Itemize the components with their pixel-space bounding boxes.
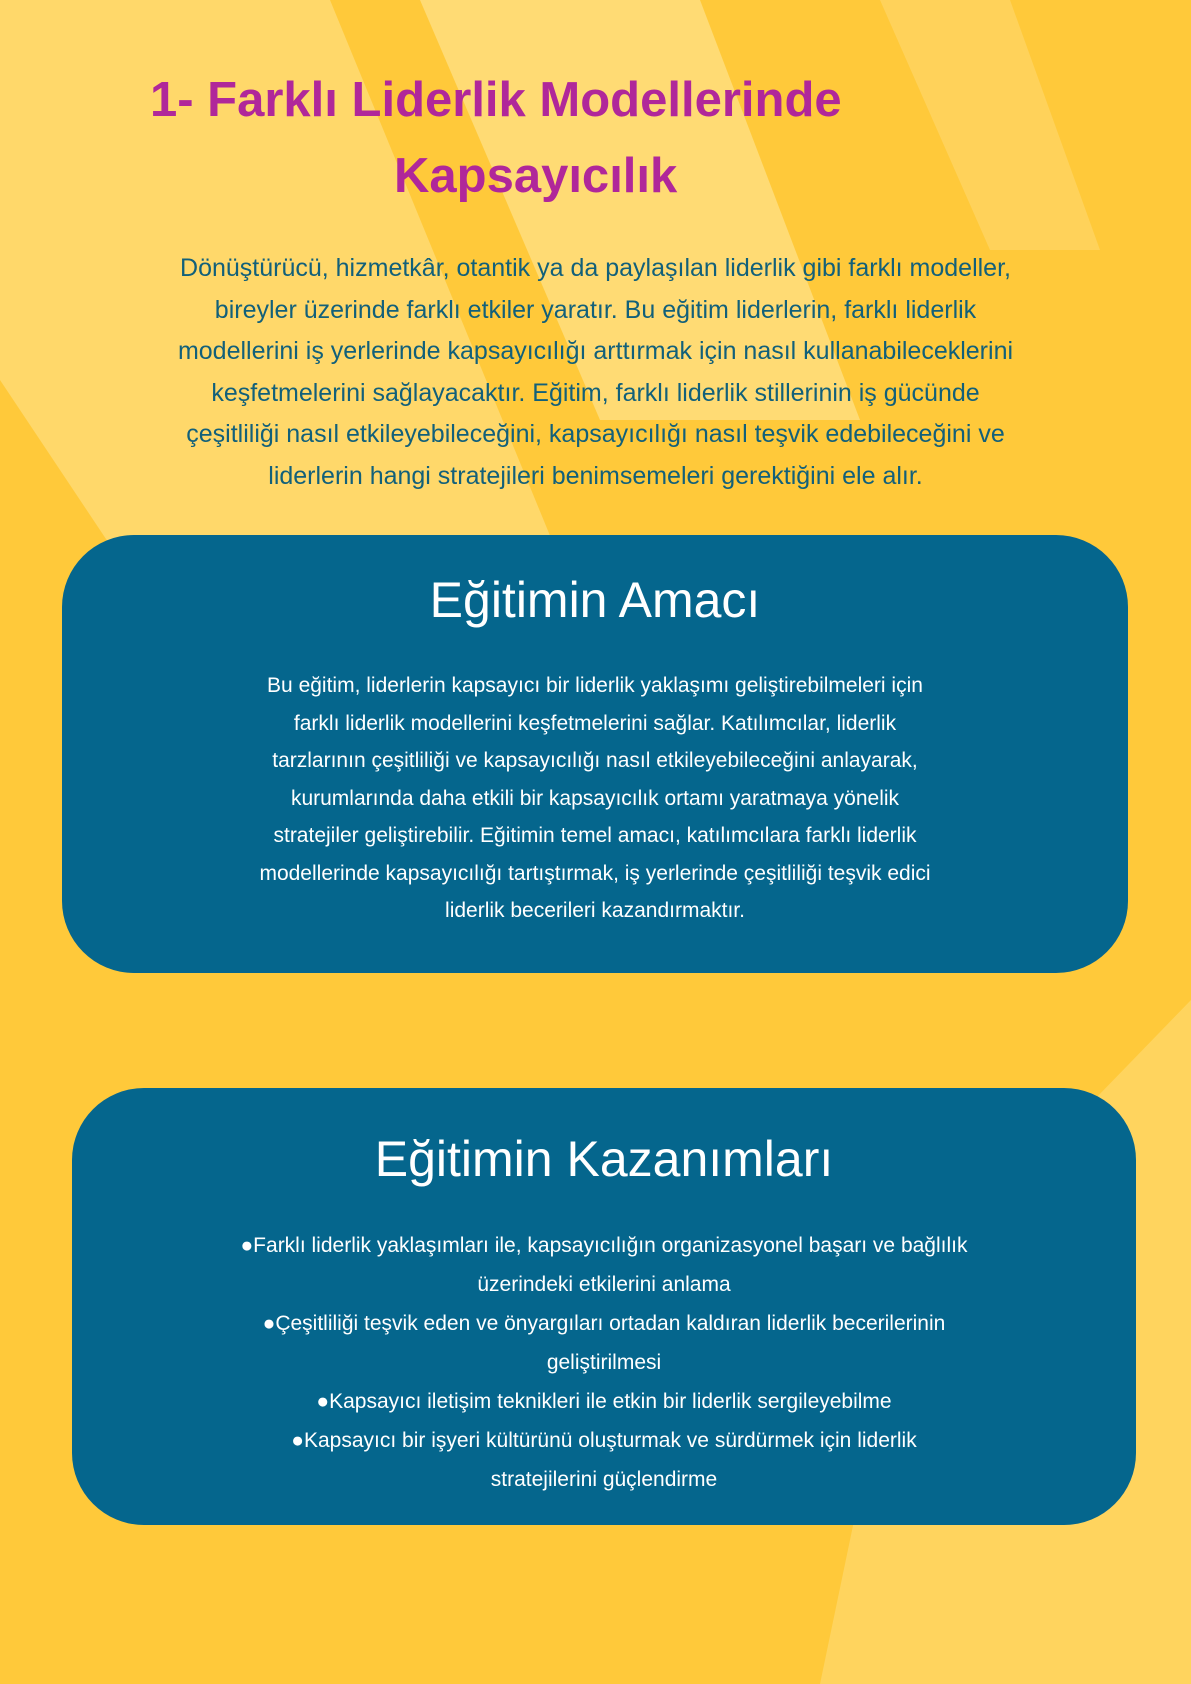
page-title-line1: 1- Farklı Liderlik Modellerinde [150,73,842,127]
intro-line: bireyler üzerinde farklı etkiler yaratır. Bu eğitim liderlerin, farklı liderlik [214,295,977,324]
purpose-line: tarzlarının çeşitliliği ve kapsayıcılığı nasıl etkileyebileceğini anlayarak, [272,749,918,772]
intro-line: liderlerin hangi stratejileri benimsemeleri gerektiğini ele alır. [268,461,923,490]
outcome-line: stratejilerini güçlendirme [490,1468,718,1491]
purpose-line: farklı liderlik modellerini keşfetmelerini sağlar. Katılımcılar, liderlik [293,711,897,735]
intro-line: modellerini iş yerlerinde kapsayıcılığı arttırmak için nasıl kullanabileceklerini [177,337,1014,365]
intro-line: Dönüştürücü, hizmetkâr, otantik ya da paylaşılan liderlik gibi farklı modeller, [180,254,1011,282]
outcome-line: ●Çeşitliliği teşvik eden ve önyargıları ortadan kaldıran liderlik becerilerinin [262,1312,946,1335]
page-title-line2: Kapsayıcılık [394,149,678,203]
outcome-line: ●Farklı liderlik yaklaşımları ile, kapsayıcılığın organizasyonel başarı ve bağlılık [240,1234,968,1257]
background-shape [880,0,1100,250]
outcome-line: üzerindeki etkilerini anlama [477,1273,731,1296]
intro-paragraph [40,248,1151,497]
outcome-line: ●Kapsayıcı bir işyeri kültürünü oluşturmak ve sürdürmek için liderlik [291,1429,917,1452]
outcomes-heading: Eğitimin Kazanımları [374,1131,834,1187]
intro-line: çeşitliliği nasıl etkileyebileceğini, kapsayıcılığı nasıl teşvik edebileceğini ve [186,420,1005,448]
outcomes-list [72,1226,1136,1499]
intro-line: keşfetmelerini sağlayacaktır. Eğitim, farklı liderlik stillerinin iş gücünde [211,378,980,407]
outcomes-card [72,1088,1136,1525]
purpose-heading: Eğitimin Amacı [429,572,761,628]
purpose-line: liderlik becerileri kazandırmaktır. [445,899,745,922]
purpose-line: Bu eğitim, liderlerin kapsayıcı bir liderlik yaklaşımı geliştirebilmeleri için [267,674,923,697]
purpose-text [62,667,1128,930]
purpose-line: modellerinde kapsayıcılığı tartıştırmak, iş yerlerinde çeşitliliği teşvik edici [259,861,931,885]
outcome-line: geliştirilmesi [546,1351,662,1374]
outcome-line: ●Kapsayıcı iletişim teknikleri ile etkin bir liderlik sergileyebilme [316,1390,892,1413]
purpose-line: stratejiler geliştirebilir. Eğitimin temel amacı, katılımcılara farklı liderlik [273,824,917,847]
purpose-card [62,535,1128,973]
purpose-line: kurumlarında daha etkili bir kapsayıcılık ortamı yaratmaya yönelik [290,786,900,810]
